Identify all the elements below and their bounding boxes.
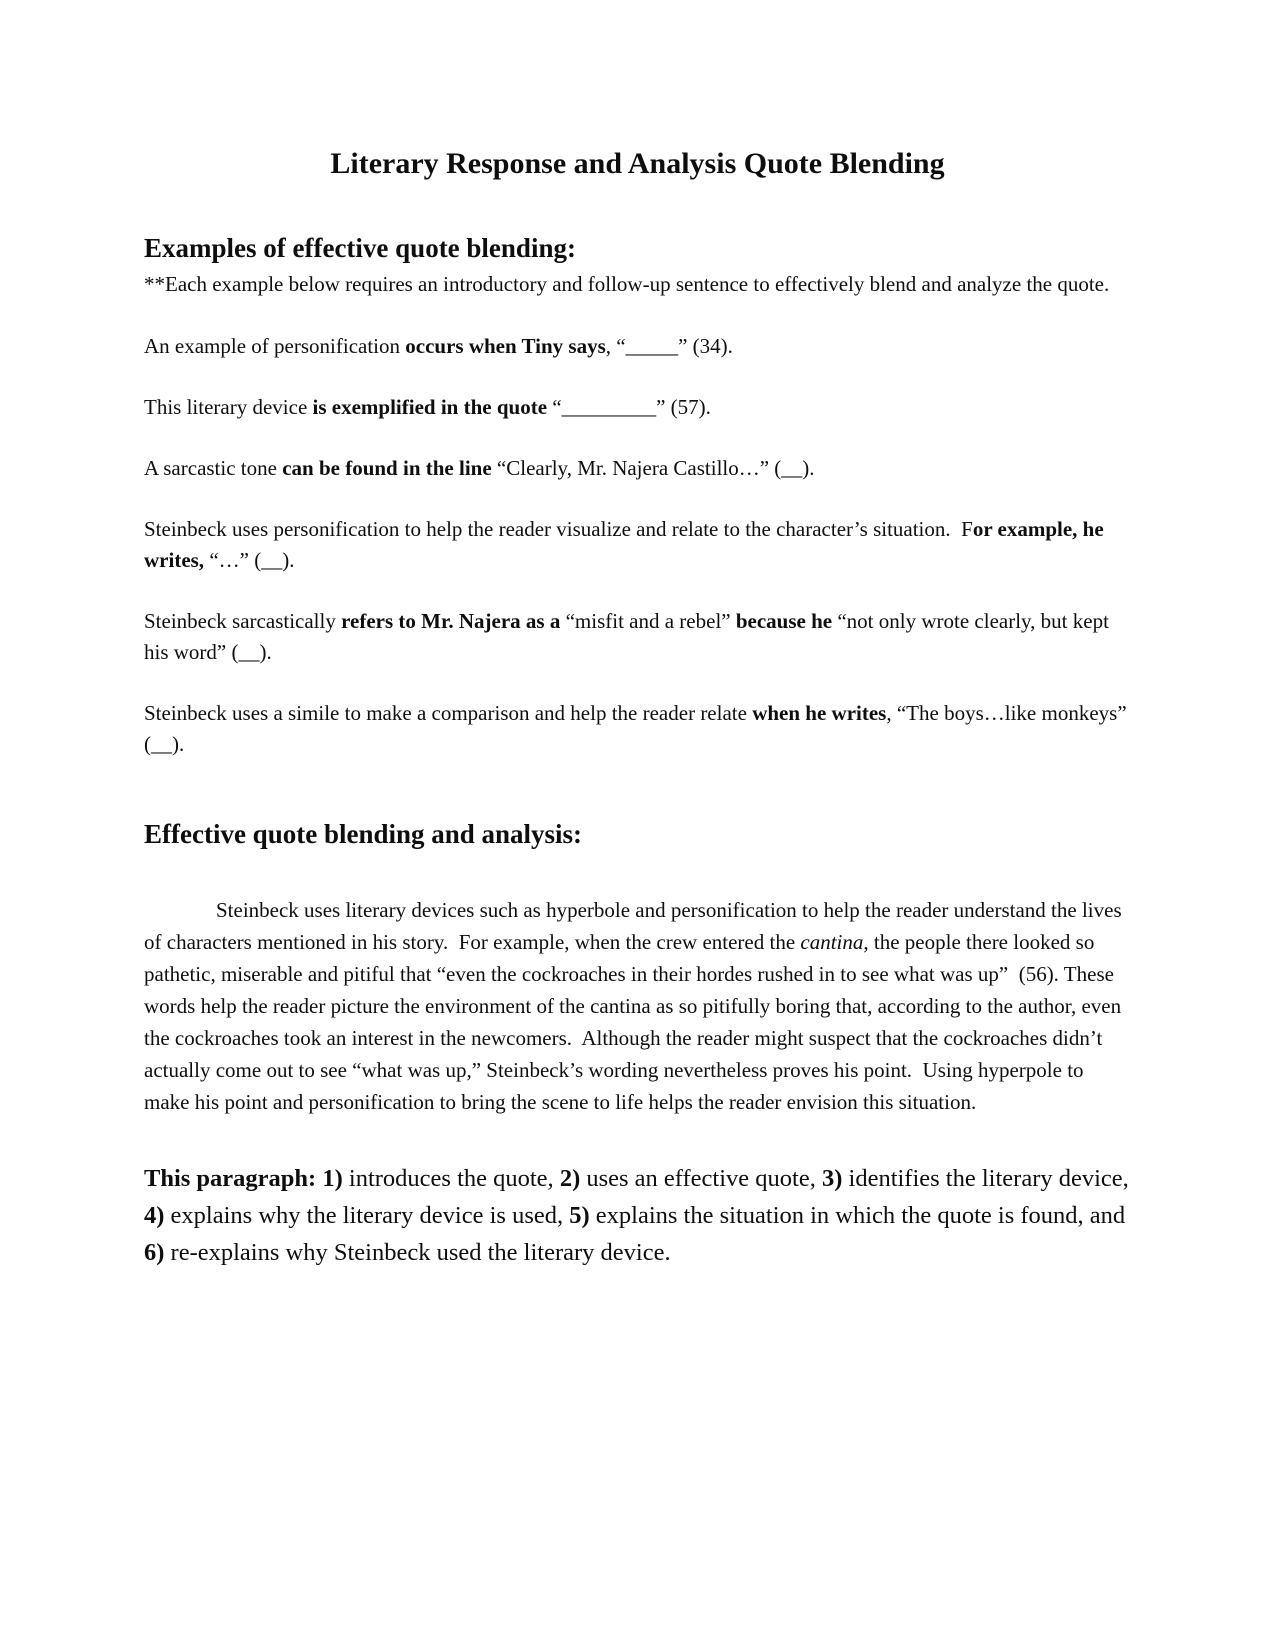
analysis-paragraph: [144, 894, 1131, 1118]
text-run: “not only wrote clearly, but kept his word” (__).: [144, 609, 1109, 664]
text-run: 4): [144, 1202, 165, 1229]
example-sarcastic-tone: [144, 453, 1131, 484]
text-run: 3): [821, 1165, 843, 1192]
text-run: , “The boys…like monkeys” (__).: [144, 701, 1127, 756]
text-run: , “_____” (34).: [605, 334, 733, 358]
text-run: explains why the literary device is used,: [164, 1202, 570, 1229]
section-analysis: [144, 818, 1131, 1271]
text-run: **Each example below requires an introductory and follow-up sentence to effectively blend and analyze the quote.: [144, 272, 1110, 296]
text-run: explains the situation in which the quote is found, and: [589, 1202, 1126, 1229]
section-heading-analysis: Effective quote blending and analysis:: [144, 819, 583, 849]
text-run: or example, he writes,: [144, 517, 1104, 572]
text-run: is exemplified in the quote: [312, 395, 548, 419]
text-run: uses an effective quote,: [580, 1165, 822, 1192]
intro-note: [144, 268, 1131, 301]
example-misfit-rebel: [144, 606, 1131, 668]
text-run: Steinbeck uses a simile to make a comparison and help the reader relate: [144, 701, 753, 725]
text-run: “misfit and a rebel”: [560, 609, 736, 633]
summary-paragraph: [144, 1160, 1131, 1271]
text-run: , the people there looked so pathetic, miserable and pitiful that “even the cockroaches in their hordes rushed in to see what was up” (56). These words help the reader picture the environment of the cantina as so pitifully boring that, according to the author, even the cockroaches took an interest in the newcomers. Although the reader might suspect that the cockroaches didn’t actually come out to see “what was up,” Steinbeck’s wording nevertheless proves his point. Using hyperpole to make his point and personification to bring the scene to life helps the reader envision this situation.: [144, 930, 1122, 1114]
text-run: Steinbeck uses literary devices such as hyperbole and personification to help the reader understand the lives of characters mentioned in his story. For example, when the crew entered the: [144, 898, 1122, 954]
text-run: when he writes: [752, 701, 887, 725]
text-run: introduces the quote,: [342, 1165, 560, 1192]
text-run: A sarcastic tone: [144, 456, 283, 480]
text-run: “Clearly, Mr. Najera Castillo…” (__).: [491, 456, 815, 480]
text-run: occurs when Tiny says: [405, 334, 606, 358]
section-examples: [144, 232, 1131, 760]
text-run: Steinbeck uses personification to help the reader visualize and relate to the character’s situation. F: [144, 517, 973, 541]
text-run: This paragraph: 1): [144, 1165, 343, 1192]
section-heading-examples: Examples of effective quote blending:: [144, 233, 576, 263]
text-run: refers to Mr. Najera as a: [341, 609, 561, 633]
text-run: 6): [144, 1239, 165, 1266]
text-run: 5): [569, 1202, 590, 1229]
text-run: 2): [559, 1165, 581, 1192]
example-simile-monkeys: [144, 698, 1131, 760]
example-personification-tiny: [144, 331, 1131, 362]
text-run: can be found in the line: [282, 456, 492, 480]
document-title: Literary Response and Analysis Quote Blending: [330, 147, 945, 180]
example-personification-situation: [144, 514, 1131, 576]
text-run: re-explains why Steinbeck used the literary device.: [164, 1239, 671, 1266]
text-run: Steinbeck sarcastically: [144, 609, 342, 633]
text-run: “…” (__).: [204, 548, 295, 572]
text-run: This literary device: [144, 395, 313, 419]
text-run: “_________” (57).: [547, 395, 711, 419]
text-run: identifies the literary device,: [842, 1165, 1129, 1192]
text-run: because he: [735, 609, 833, 633]
text-run: An example of personification: [144, 334, 406, 358]
example-literary-device-quote: [144, 392, 1131, 423]
text-run: cantina: [800, 930, 864, 954]
